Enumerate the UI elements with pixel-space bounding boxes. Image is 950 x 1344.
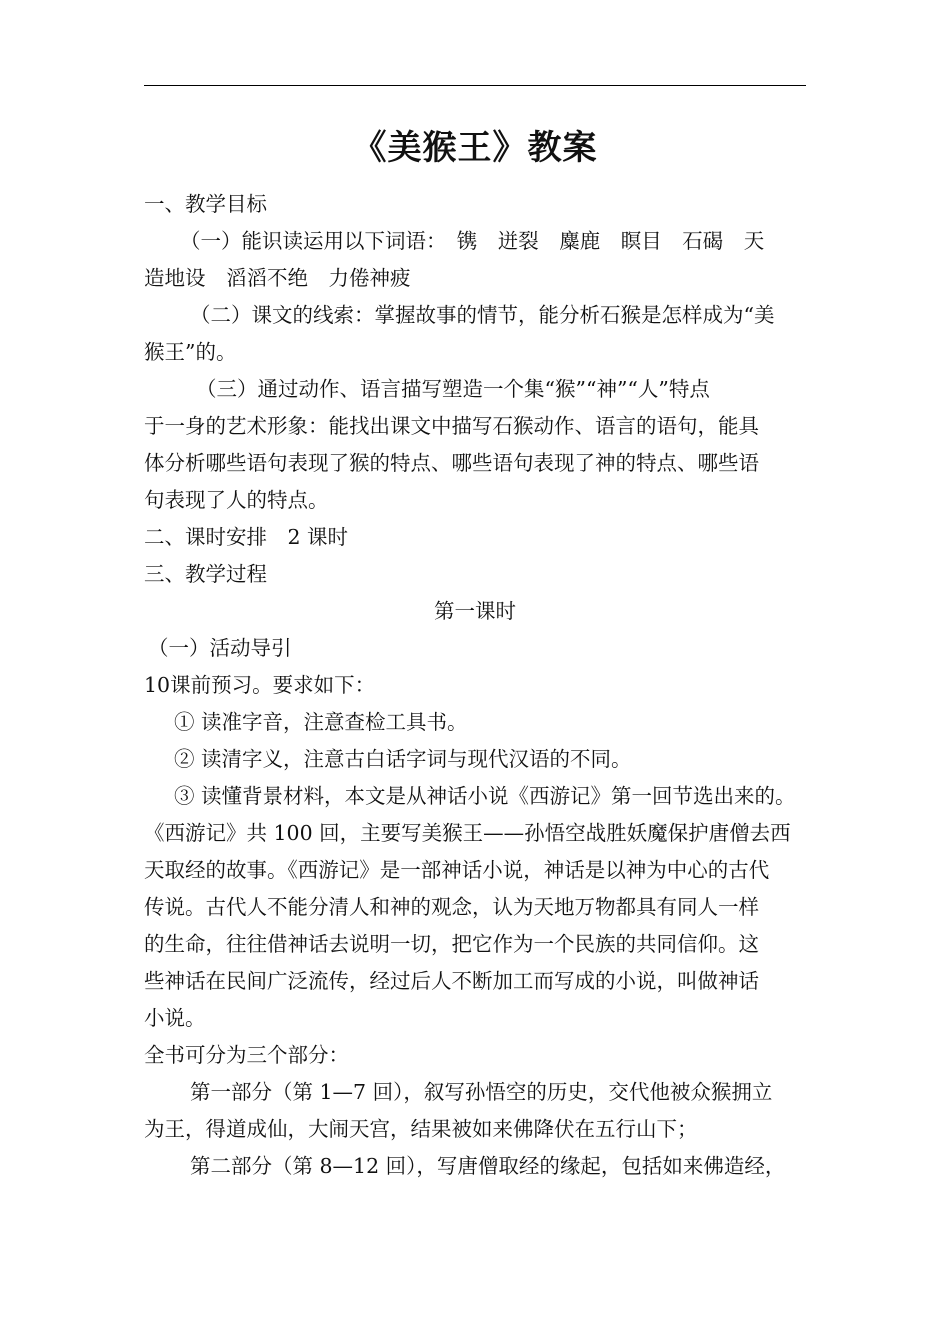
goal-1-line-2: 造地设 滔滔不绝 力倦神疲: [144, 266, 411, 290]
goal-1-line-1: （一）能识读运用以下词语： 镌 迸裂 麋鹿 瞑目 石碣 天: [180, 229, 765, 253]
background-line-2: 天取经的故事。《西游记》是一部神话小说，神话是以神为中心的古代: [144, 858, 770, 882]
goal-3-line-4: 句表现了人的特点。: [144, 488, 329, 512]
header-rule: [144, 85, 806, 86]
goal-3-line-2: 于一身的艺术形象：能找出课文中描写石猴动作、语言的语句，能具: [144, 414, 759, 438]
document-body: [144, 186, 806, 1185]
background-line-4: 的生命，往往借神话去说明一切，把它作为一个民族的共同信仰。这: [144, 932, 759, 956]
section-heading-schedule: 二、课时安排 2 课时: [144, 525, 349, 549]
goal-3-line-3: 体分析哪些语句表现了猴的特点、哪些语句表现了神的特点、哪些语: [144, 451, 759, 475]
goal-2-line-2: 猴王”的。: [144, 340, 237, 364]
activity-heading: （一）活动导引: [148, 636, 292, 660]
preview-heading: 10课前预习。要求如下：: [144, 673, 376, 697]
background-line-1: 《西游记》共 100 回，主要写美猴王——孙悟空战胜妖魔保护唐僧去西: [144, 821, 791, 845]
lesson-1-heading: 第一课时: [434, 599, 516, 623]
section-heading-process: 三、教学过程: [144, 562, 267, 586]
requirement-3: ③ 读懂背景材料，本文是从神话小说《西游记》第一回节选出来的。: [174, 784, 796, 808]
background-line-3: 传说。古代人不能分清人和神的观念，认为天地万物都具有同人一样: [144, 895, 759, 919]
parts-heading: 全书可分为三个部分：: [144, 1043, 349, 1067]
requirement-2: ② 读清字义，注意古白话字词与现代汉语的不同。: [174, 747, 632, 771]
requirement-1: ① 读准字音，注意查检工具书。: [174, 710, 468, 734]
part-1-line-1: 第一部分（第 1—7 回），叙写孙悟空的历史，交代他被众猴拥立: [190, 1080, 773, 1104]
goal-3-line-1: （三）通过动作、语言描写塑造一个集“猴”“神”“人”特点: [196, 377, 710, 401]
background-line-5: 些神话在民间广泛流传，经过后人不断加工而写成的小说，叫做神话: [144, 969, 759, 993]
goal-2-line-1: （二）课文的线索：掌握故事的情节，能分析石猴是怎样成为“美: [190, 303, 775, 327]
part-1-line-2: 为王，得道成仙，大闹天宫，结果被如来佛降伏在五行山下；: [144, 1117, 698, 1141]
section-heading-goals: 一、教学目标: [144, 192, 267, 216]
document-title: 《美猴王》教案: [352, 128, 598, 168]
background-line-6: 小说。: [144, 1006, 206, 1030]
part-2-line-1: 第二部分（第 8—12 回），写唐僧取经的缘起，包括如来佛造经，: [190, 1154, 786, 1178]
